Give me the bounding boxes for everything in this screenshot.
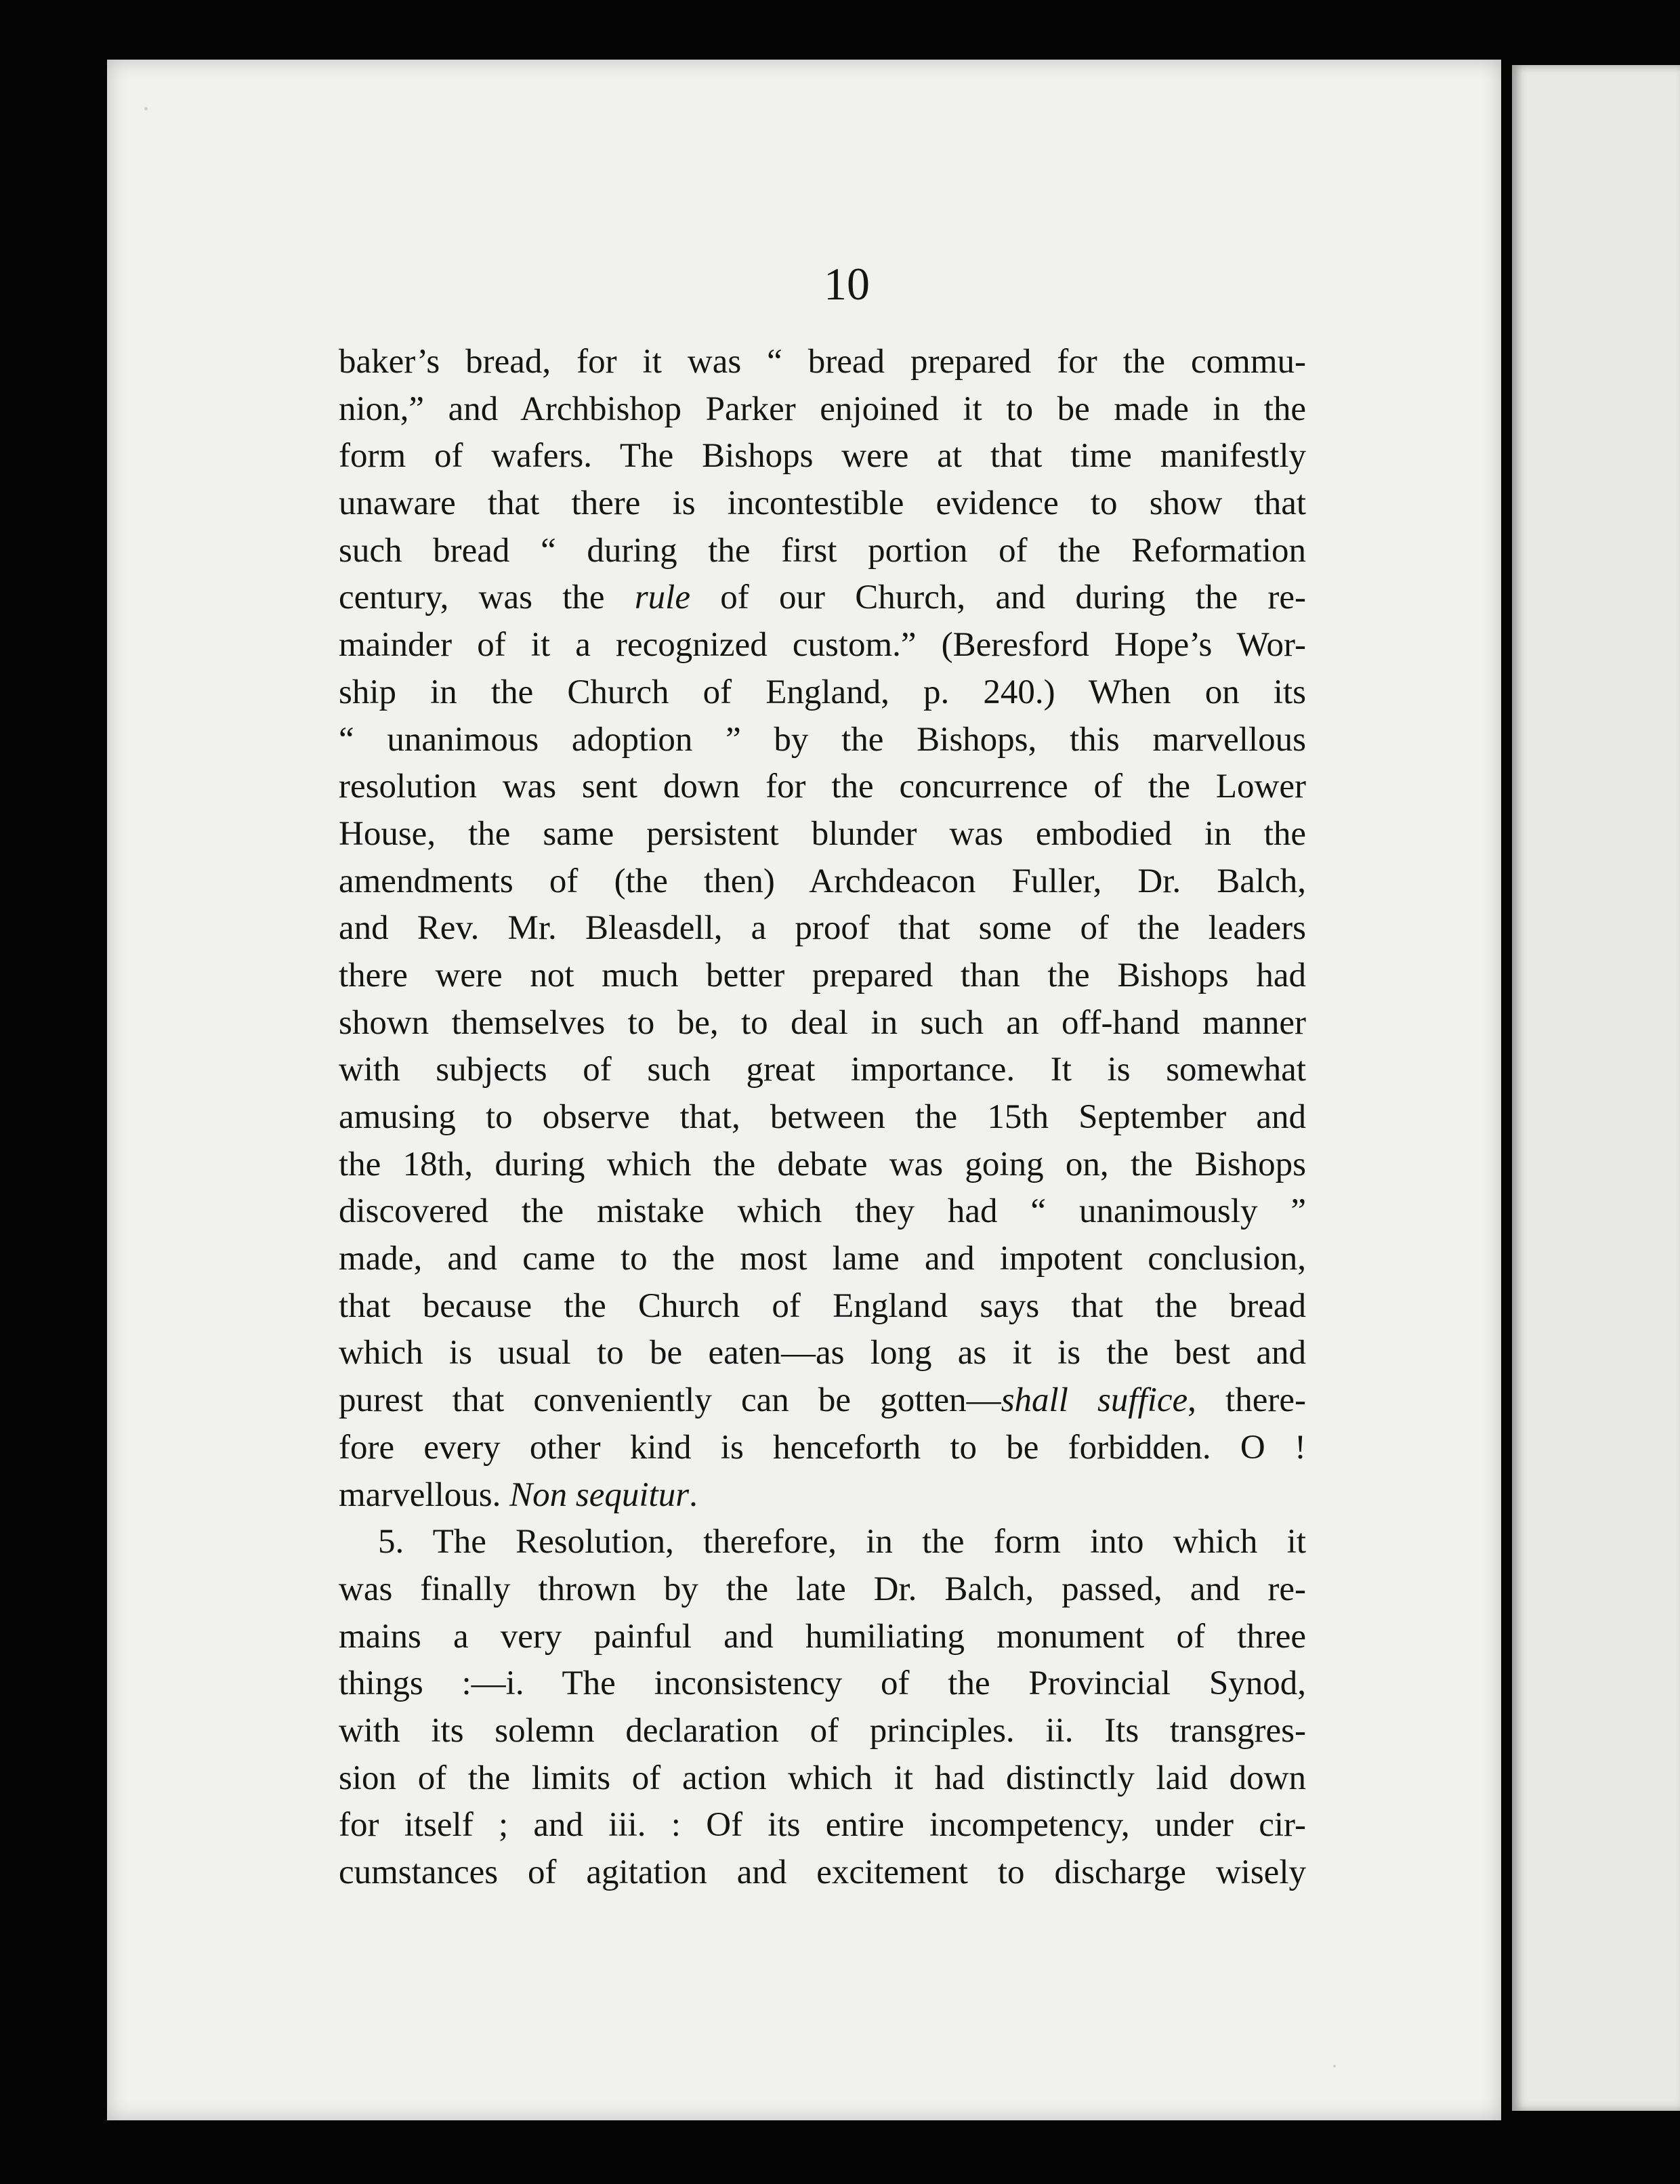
line-text: ship in the Church of England, p. 240.) When on its [339, 673, 1306, 711]
paper-speck [144, 107, 148, 110]
line-text: made, and came to the most lame and impotent conclusion, [339, 1240, 1306, 1278]
line-text: resolution was sent down for the concurrence of the Lower [339, 768, 1306, 806]
line-text: nion,” and Archbishop Parker enjoined it to be made in the [339, 390, 1306, 428]
line-text: with its solemn declaration of principles. ii. Its transgres- [339, 1711, 1306, 1750]
line-text: was finally thrown by the late Dr. Balch, passed, and re- [339, 1570, 1306, 1608]
line-text: marvellous. [339, 1475, 510, 1514]
line-text: discovered the mistake which they had “ unanimously ” [339, 1192, 1306, 1231]
text-line [339, 386, 1306, 434]
line-text: purest that conveniently can be gotten— [339, 1381, 1001, 1420]
line-text: of our Church, and during the re- [690, 579, 1306, 617]
line-text: mains a very painful and humiliating monument of three [339, 1617, 1306, 1656]
text-line [339, 858, 1306, 906]
line-text: amusing to observe that, between the 15th September and [339, 1098, 1306, 1136]
text-line [339, 1141, 1306, 1189]
text-line [339, 952, 1306, 1000]
text-line [339, 717, 1306, 764]
line-text: the 18th, during which the debate was going on, the Bishops [339, 1145, 1306, 1183]
line-text: which is usual to be eaten—as long as it is the best and [339, 1334, 1306, 1372]
line-text: and Rev. Mr. Bleasdell, a proof that some of the leaders [339, 909, 1306, 948]
text-line [339, 1236, 1306, 1283]
line-text: century, was the [339, 579, 635, 617]
paper-speck [1333, 2065, 1336, 2067]
text-line [339, 1755, 1306, 1803]
line-text: fore every other kind is henceforth to be forbidden. O ! [339, 1428, 1306, 1467]
text-line [339, 1614, 1306, 1661]
text-line [339, 1472, 1306, 1519]
text-line [339, 811, 1306, 858]
italic-text: rule [634, 579, 690, 617]
text-line [339, 1566, 1306, 1614]
text-line [339, 528, 1306, 575]
paragraph [339, 339, 1306, 1519]
line-text: cumstances of agitation and excitement to discharge wisely [339, 1853, 1306, 1891]
text-line [339, 1849, 1306, 1897]
line-text: there were not much better prepared than the Bishops had [339, 956, 1306, 994]
line-text: sion of the limits of action which it had distinctly laid down [339, 1759, 1306, 1797]
text-line [339, 669, 1306, 717]
text-line [339, 1000, 1306, 1047]
text-line [339, 1330, 1306, 1377]
text-line [339, 1094, 1306, 1141]
text-line [339, 480, 1306, 528]
line-text: with subjects of such great importance. It is somewhat [339, 1051, 1306, 1089]
text-line [339, 1708, 1306, 1755]
line-text: that because the Church of England says that the bread [339, 1286, 1306, 1325]
line-text: amendments of (the then) Archdeacon Fuller, Dr. Balch, [339, 862, 1306, 900]
line-text: House, the same persistent blunder was embodied in the [339, 814, 1306, 853]
text-line [339, 1425, 1306, 1472]
italic-text: shall suffice [1001, 1381, 1188, 1420]
text-line [339, 1283, 1306, 1330]
text-line [339, 1660, 1306, 1708]
text-line [339, 1519, 1306, 1566]
text-line [339, 339, 1306, 386]
text-line [339, 763, 1306, 811]
italic-text: Non sequitur [509, 1475, 690, 1514]
text-line [339, 1047, 1306, 1094]
line-text: for itself ; and iii. : Of its entire incompetency, under cir- [339, 1806, 1306, 1845]
paragraph [339, 1519, 1306, 1897]
text-line [339, 905, 1306, 952]
text-line [339, 574, 1306, 622]
line-text: form of wafers. The Bishops were at that time manifestly [339, 437, 1306, 476]
text-line [339, 1802, 1306, 1849]
line-text: “ unanimous adoption ” by the Bishops, this marvellous [339, 720, 1306, 759]
line-text: unaware that there is incontestible evidence to show that [339, 484, 1306, 523]
line-text: baker’s bread, for it was “ bread prepared for the commu- [339, 343, 1306, 381]
line-text: such bread “ during the first portion of the Reformation [339, 531, 1306, 570]
body-text [339, 339, 1306, 1897]
text-line [339, 622, 1306, 669]
text-line [339, 433, 1306, 480]
text-line [339, 1188, 1306, 1236]
text-line [339, 1377, 1306, 1425]
line-text: 5. The Resolution, therefore, in the form into which it [378, 1523, 1306, 1561]
line-text: mainder of it a recognized custom.” (Beresford Hope’s Wor- [339, 626, 1306, 665]
adjacent-page-edge [1512, 65, 1680, 2111]
line-text: , there- [1188, 1381, 1306, 1420]
page-number: 10 [824, 258, 870, 310]
line-text: shown themselves to be, to deal in such an off-hand manner [339, 1003, 1306, 1042]
line-text: things :—i. The inconsistency of the Provincial Synod, [339, 1664, 1306, 1703]
line-text: . [689, 1475, 698, 1514]
